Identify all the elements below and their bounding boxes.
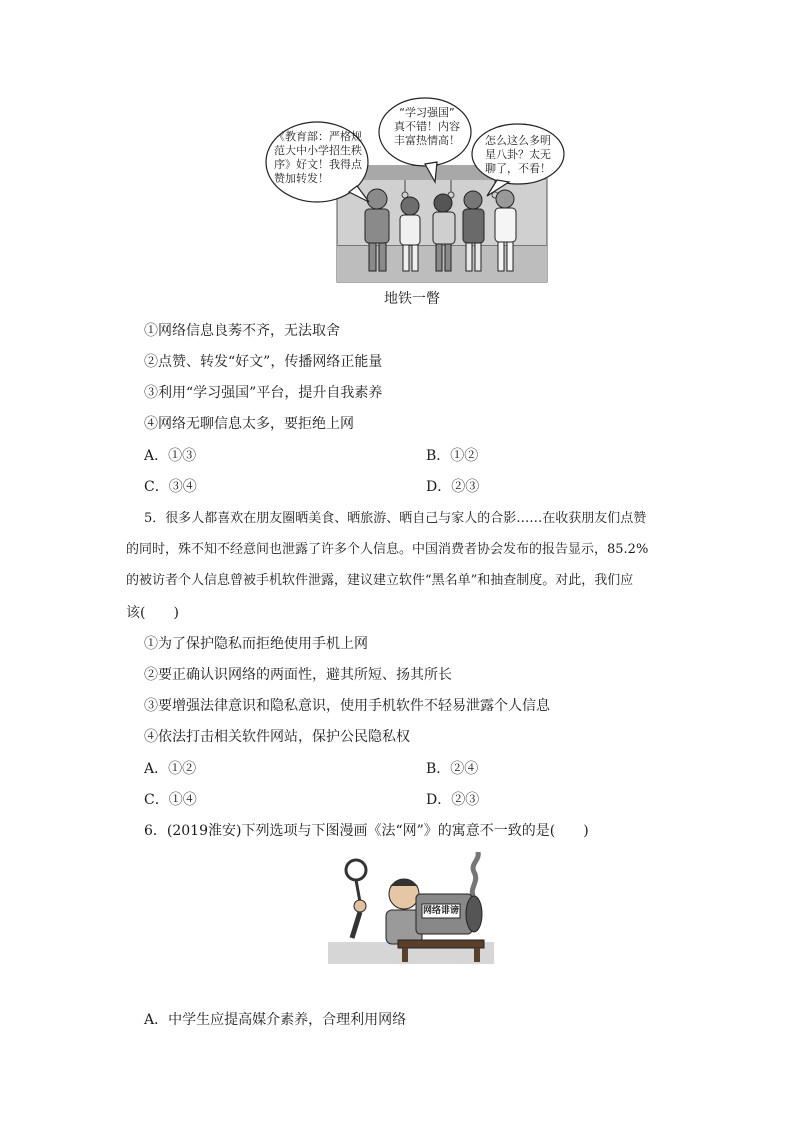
cannon-label: 网络诽谤 xyxy=(422,906,459,916)
bubble-line: 聊了，不看！ xyxy=(485,162,551,175)
bubble-line: 丰富热情高！ xyxy=(394,134,460,147)
bubble-line: 怎么这么多明 xyxy=(485,134,551,147)
bubble-line: 真不错！内容 xyxy=(394,120,460,133)
q4-option-d[interactable]: D．②③ xyxy=(426,479,480,495)
q5-item-3: ③要增强法律意识和隐私意识，使用手机软件不轻易泄露个人信息 xyxy=(144,698,550,714)
q4-item-3: ③利用“学习强国”平台，提升自我素养 xyxy=(144,385,383,401)
q6-stem: 6．(2019淮安)下列选项与下图漫画《法“网”》的寓意不一致的是( ) xyxy=(144,823,589,839)
subway-cartoon xyxy=(265,96,565,284)
q5-stem-line-2: 的同时，殊不知不经意间也泄露了许多个人信息。中国消费者协会发布的报告显示，85.2% xyxy=(126,542,649,557)
q5-option-d[interactable]: D．②③ xyxy=(426,792,480,808)
figure-caption: 地铁一瞥 xyxy=(384,291,440,307)
q4-item-4: ④网络无聊信息太多，要拒绝上网 xyxy=(144,416,354,432)
q5-item-4: ④依法打击相关软件网站，保护公民隐私权 xyxy=(144,729,410,745)
bubble-line: 《教育部：严格规 xyxy=(274,130,362,143)
speech-bubble-right xyxy=(479,134,557,176)
q5-option-b[interactable]: B．②④ xyxy=(426,761,479,777)
q5-stem-line-4: 该( ) xyxy=(126,605,179,621)
bubble-line: 序》好文！我得点 xyxy=(274,158,362,171)
bubble-line: 星八卦？太无 xyxy=(485,148,551,161)
q5-stem-line-3: 的被访者个人信息曾被手机软件泄露，建议建立软件“黑名单”和抽查制度。对此，我们应 xyxy=(126,573,634,588)
speech-bubble-left xyxy=(274,130,364,186)
q4-option-a[interactable]: A．①③ xyxy=(144,448,197,464)
bubble-line: 范大中小学招生秩 xyxy=(274,144,362,157)
q4-option-b[interactable]: B．①② xyxy=(426,448,479,464)
speech-bubble-middle xyxy=(389,106,465,148)
bubble-line: 赞加转发！ xyxy=(274,172,329,185)
q5-item-1: ①为了保护隐私而拒绝使用手机上网 xyxy=(144,636,368,652)
q4-item-1: ①网络信息良莠不齐，无法取舍 xyxy=(144,323,340,339)
q5-stem-line-1: 5．很多人都喜欢在朋友圈晒美食、晒旅游、晒自己与家人的合影……在收获朋友们点赞 xyxy=(144,511,647,526)
law-net-cartoon xyxy=(328,852,494,964)
q5-option-c[interactable]: C．①④ xyxy=(144,792,197,808)
q6-option-a[interactable]: A．中学生应提高媒介素养，合理利用网络 xyxy=(144,1012,407,1028)
q5-item-2: ②要正确认识网络的两面性，避其所短、扬其所长 xyxy=(144,667,452,683)
q5-option-a[interactable]: A．①② xyxy=(144,761,197,777)
q4-option-c[interactable]: C．③④ xyxy=(144,479,197,495)
bubble-line: “学习强国” xyxy=(399,106,455,119)
q4-item-2: ②点赞、转发“好文”，传播网络正能量 xyxy=(144,354,383,370)
